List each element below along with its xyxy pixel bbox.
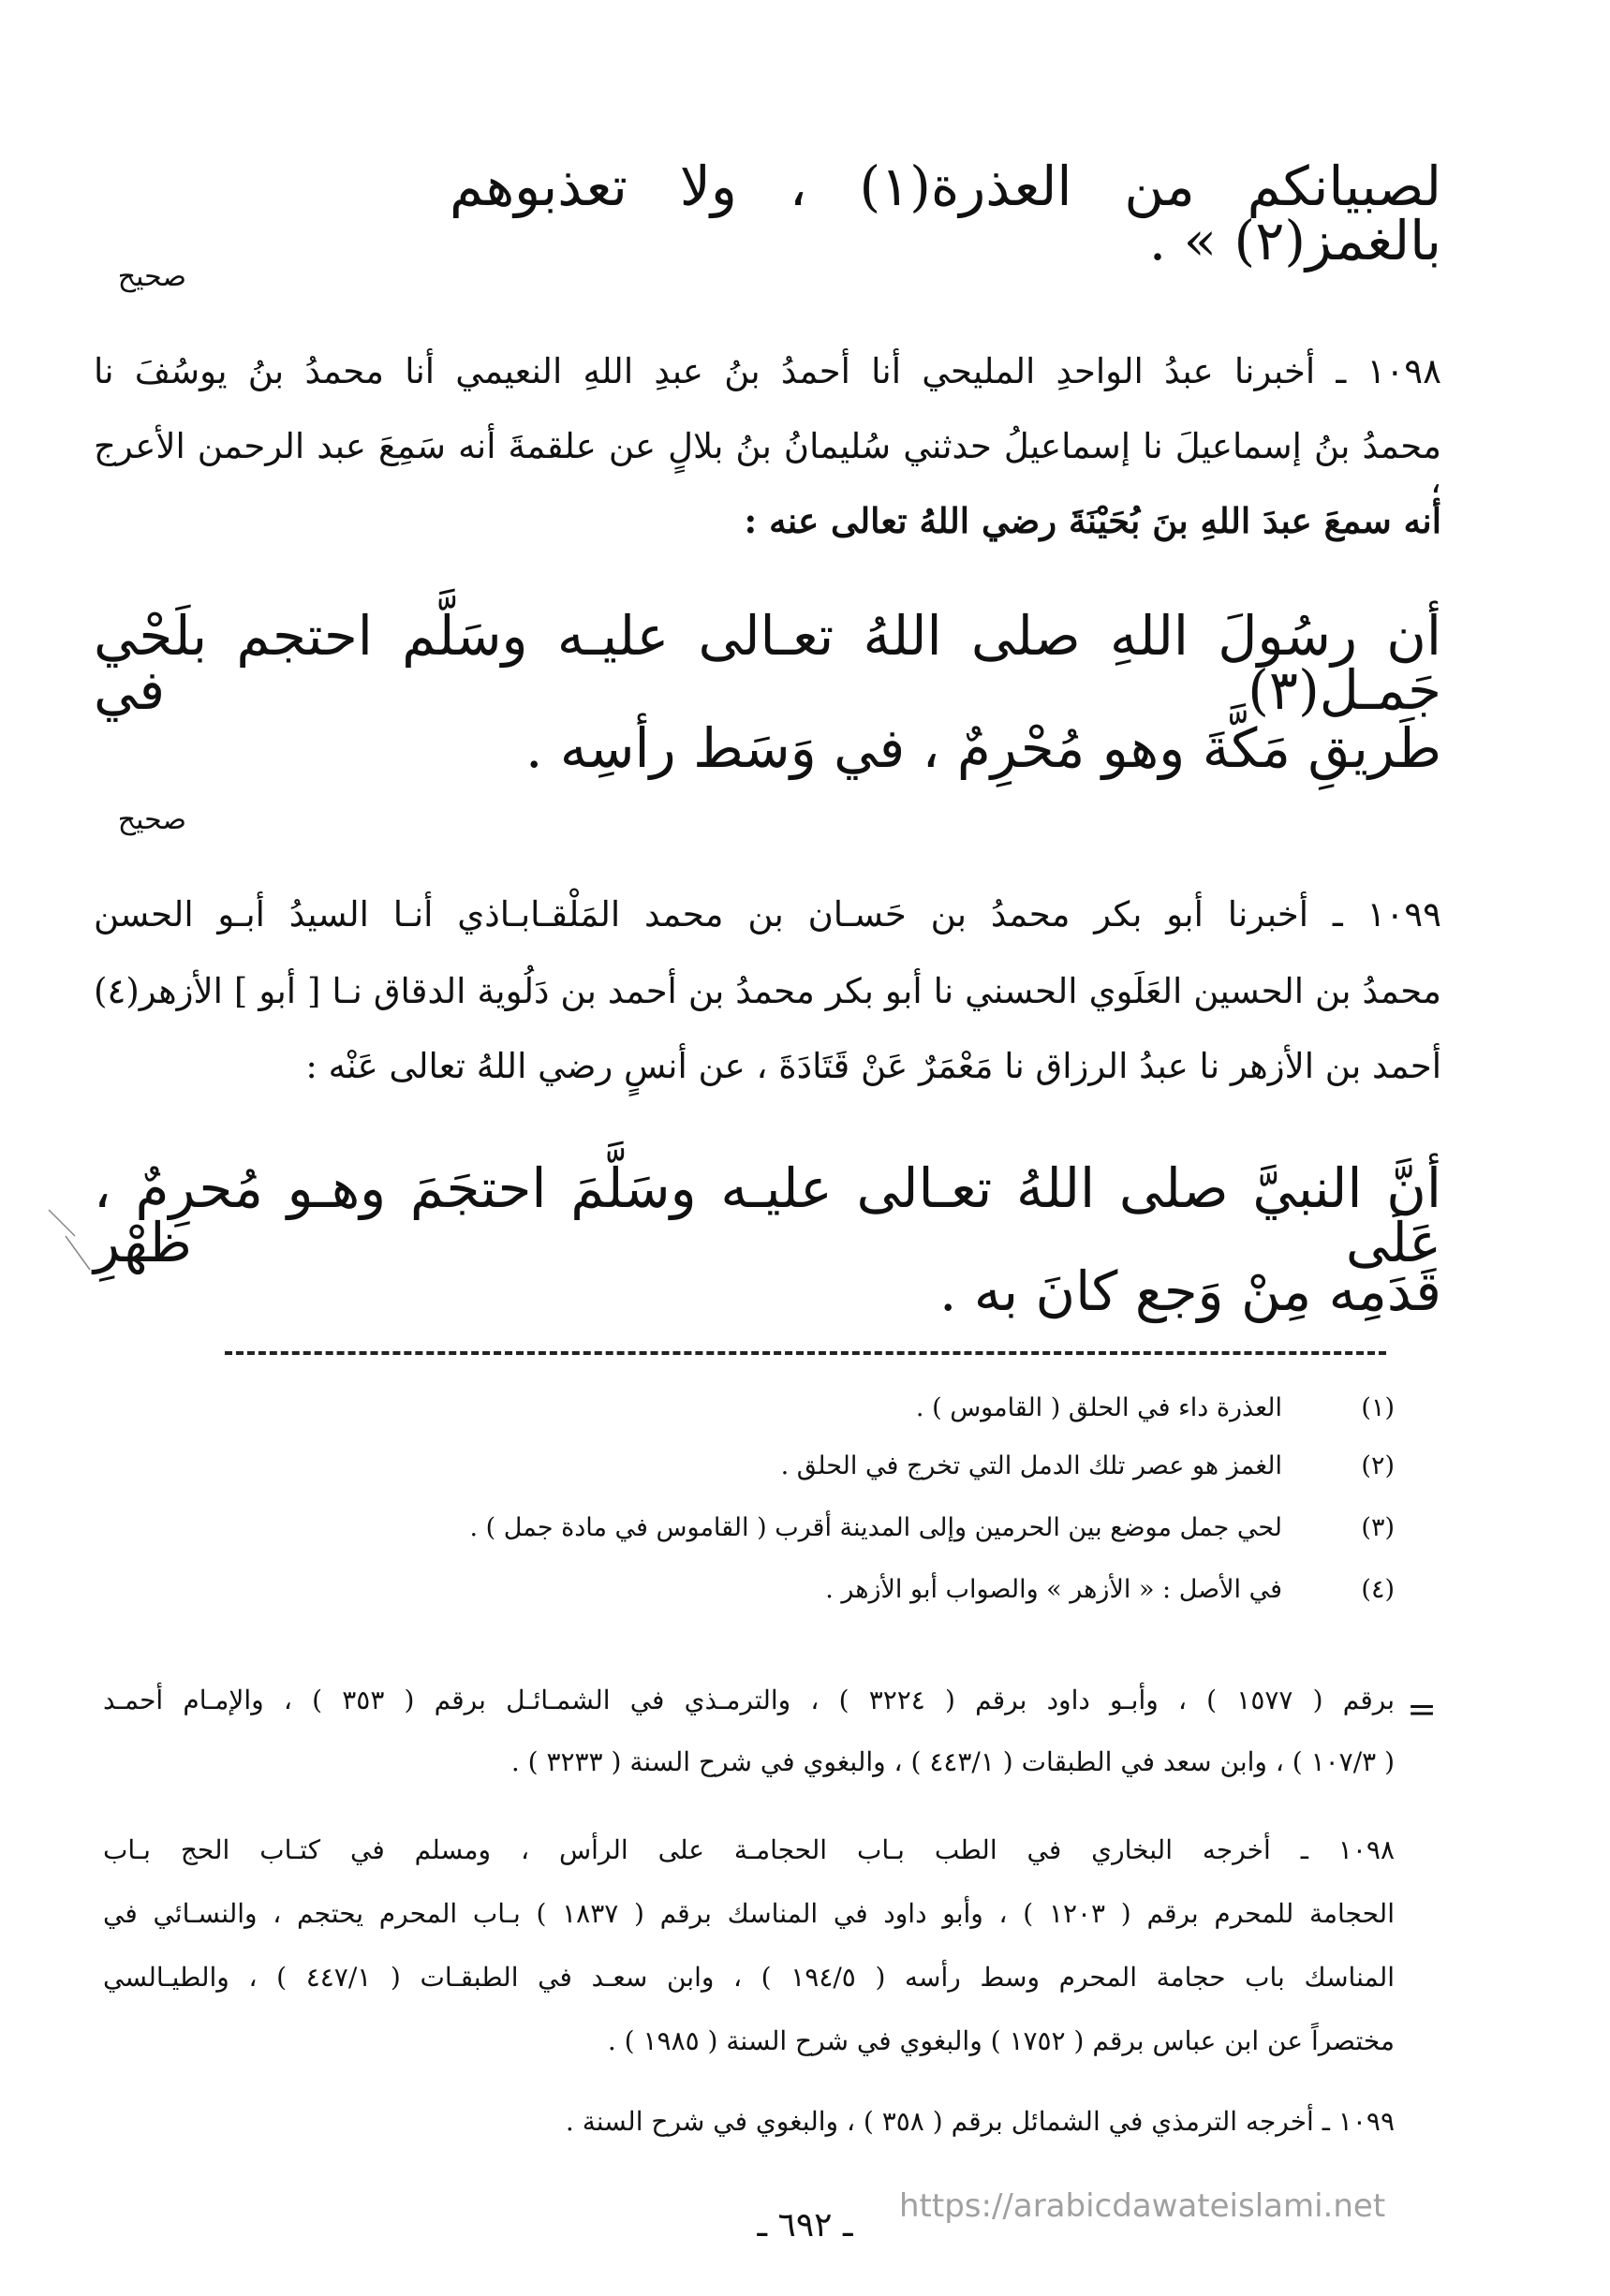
footnote-4-number: (٤) — [1361, 1575, 1395, 1604]
takhrij-continuation-line-1: برقم ( ١٥٧٧ ) ، وأبـو داود برقم ( ٣٢٢٤ ) ، والترمـذي في الشمـائـل برقم ( ٣٥٣ ) ، والإمـام أحمـد — [103, 1685, 1396, 1715]
hadith-1099-isnad-line-2: محمدُ بن الحسين العَلَوي الحسني نا أبو بكر محمدُ بن أحمد بن دَلُوية الدقاق نـا [ أبو ] الأزهر(٤) — [94, 971, 1441, 1011]
hadith-1098-matn-line-1: أن رسُولَ اللهِ صلى اللهُ تعـالى عليـه وسَلَّم احتجم بلَحْي جَمـل(٣) في — [94, 604, 1441, 722]
continuation-mark: = — [1407, 1688, 1437, 1729]
takhrij-1099-line-1: ١٠٩٩ ـ أخرجه الترمذي في الشمائل برقم ( ٣٥٨ ) ، والبغوي في شرح السنة . — [565, 2106, 1395, 2137]
takhrij-1098-line-3: المناسك باب حجامة المحرم وسط رأسه ( ١٩٤/٥ ) ، وابن سعـد في الطبقـات ( ٤٤٧/١ ) ، والطيـالسي — [103, 1962, 1396, 1993]
page-number: ـ ٦٩٢ ـ — [757, 2206, 853, 2244]
hadith-1098-isnad-line-2: محمدُ بنُ إسماعيلَ نا إسماعيلُ حدثني سُليمانُ بنُ بلالٍ عن علقمةَ أنه سَمِعَ عبد الرحمن الأعرج ، — [94, 426, 1441, 501]
hadith-1099-isnad-line-1: ١٠٩٩ ـ أخبرنا أبو بكر محمدُ بن حَسـان بن محمد المَلْقـابـاذي أنـا السيدُ أبـو الحسن — [94, 894, 1441, 935]
footnote-1-number: (١) — [1361, 1393, 1395, 1422]
hadith-1099-isnad-line-3: أحمد بن الأزهر نا عبدُ الرزاق نا مَعْمَرٌ عَنْ قَتَادَةَ ، عن أنسٍ رضي اللهُ تعالى عَنْه : — [305, 1046, 1441, 1086]
footnote-1-text: العذرة داء في الحلق ( القاموس ) . — [915, 1393, 1282, 1422]
hadith-1098-isnad-line-3: أنه سمعَ عبدَ اللهِ بنَ بُحَيْنَةَ رضي اللهُ تعالى عنه : — [744, 500, 1441, 541]
takhrij-1098-line-1: ١٠٩٨ ـ أخرجه البخاري في الطب بـاب الحجامـة على الرأس ، ومسلم في كتـاب الحج بـاب — [103, 1834, 1395, 1865]
takhrij-1098-line-4: مختصراً عن ابن عباس برقم ( ١٧٥٢ ) والبغوي في شرح السنة ( ١٩٨٥ ) . — [607, 2025, 1395, 2056]
hadith-1098-isnad-line-1: ١٠٩٨ ـ أخبرنا عبدُ الواحدِ المليحي أنا أحمدُ بنُ عبدِ اللهِ النعيمي أنا محمدُ بنُ يوسُفَ نا — [94, 351, 1441, 391]
footnote-3-number: (٣) — [1361, 1513, 1395, 1542]
footnote-separator — [225, 1351, 1386, 1355]
takhrij-continuation-line-2: ( ١٠٧/٣ ) ، وابن سعد في الطبقات ( ٤٤٣/١ ) ، والبغوي في شرح السنة ( ٣٢٣٣ ) . — [510, 1746, 1395, 1777]
grade-sahih-2: صحيح — [117, 803, 186, 836]
takhrij-1098-line-2: الحجامة للمحرم برقم ( ١٢٠٣ ) ، وأبو داود في المناسك برقم ( ١٨٣٧ ) بـاب المحرم يحتجم ، والنسـائي في — [103, 1898, 1395, 1929]
hadith-1097-end-line: لصبيانكم من العذرة(١) ، ولا تعذبوهم بالغمز(٢) » . — [450, 155, 1442, 272]
footnote-3-text: لحي جمل موضع بين الحرمين وإلى المدينة أقرب ( القاموس في مادة جمل ) . — [469, 1513, 1282, 1542]
scan-mark — [47, 1208, 94, 1273]
footnote-4-text: في الأصل : « الأزهر » والصواب أبو الأزهر . — [825, 1575, 1282, 1604]
grade-sahih-1: صحيح — [117, 260, 186, 293]
hadith-1099-matn-line-1: أنَّ النبيَّ صلى اللهُ تعـالى عليـه وسَلَّمَ احتجَمَ وهـو مُحرِمٌ ، عَلَى ظهْرِ — [94, 1156, 1441, 1274]
footnote-2-text: الغمز هو عصر تلك الدمل التي تخرج في الحلق . — [780, 1451, 1282, 1480]
hadith-1098-matn-line-2: طَريقِ مَكَّةَ وهو مُحْرِمٌ ، في وَسَط رأسِه . — [524, 716, 1441, 780]
footnote-2-number: (٢) — [1361, 1451, 1395, 1480]
hadith-1099-matn-line-2: قَدَمِه مِنْ وَجع كانَ به . — [938, 1259, 1441, 1323]
watermark-url: https://arabicdawateislami.net — [899, 2187, 1386, 2225]
